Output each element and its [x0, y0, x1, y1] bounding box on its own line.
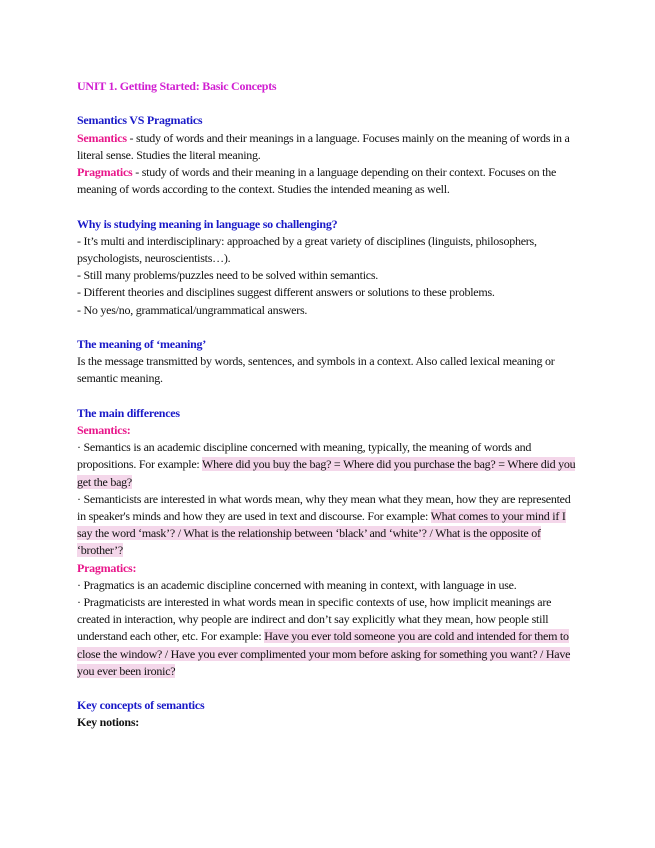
paragraph-text: · Semantics is an academic discipline concerned with meaning, typically, the meaning of words and propositions. For example: [77, 440, 532, 472]
list-item: - No yes/no, grammatical/ungrammatical answers. [77, 302, 308, 317]
semantics-paragraph-1 [77, 439, 577, 491]
section-heading-key-concepts: Key concepts of semantics [77, 698, 205, 713]
section-heading-sem-vs-prag: Semantics VS Pragmatics [77, 113, 203, 128]
semantics-term: Semantics [77, 130, 127, 145]
section-heading-challenging: Why is studying meaning in language so challenging? [77, 216, 338, 231]
spacer [77, 680, 577, 697]
key-notions-subheading: Key notions: [77, 715, 140, 730]
pragmatics-term: Pragmatics [77, 165, 133, 179]
semantics-paragraph-2 [77, 491, 577, 560]
pragmatics-paragraph-2 [77, 594, 577, 680]
semantics-label: Semantics: [77, 423, 131, 437]
spacer [77, 95, 577, 112]
meaning-definition: Is the message transmitted by words, sentences, and symbols in a context. Also called lexical meaning or semantic meaning. [77, 354, 555, 386]
list-item: - It’s multi and interdisciplinary: approached by a great variety of disciplines (linguists, philosophers, psychologists, neuroscientists…). [77, 233, 537, 265]
highlighted-example: Where did you buy the bag? = Where did you purchase the bag? = Where did you get the bag? [77, 457, 576, 489]
section-heading-differences: The main differences [77, 405, 180, 420]
paragraph-text: · Pragmaticists are interested in what words mean in specific contexts of use, how implicit meanings are created in interaction, why people are indirect and don’t say explicitly what they mean, how people still understand each other, etc. For example: [77, 595, 552, 644]
pragmatics-label: Pragmatics: [77, 560, 137, 575]
paragraph-text: · Semanticists are interested in what words mean, why they mean what they mean, how they are represented in speaker's minds and how they are used in text and discourse. For example: [77, 491, 571, 524]
pragmatics-definition-text: - study of words and their meaning in a language depending on their context. Focuses on the meaning of words according to the context. Studies the intended meaning as well. [77, 165, 557, 197]
pragmatics-paragraph-1: · Pragmatics is an academic discipline concerned with meaning in context, with language in use. [77, 577, 517, 592]
unit-title: UNIT 1. Getting Started: Basic Concepts [77, 79, 277, 93]
highlighted-example: What comes to your mind if I say the word ‘mask’? / What is the relationship between ‘black’ and ‘white’? / What is the opposite of ‘brother’? [77, 509, 566, 558]
document-page [77, 78, 577, 732]
highlighted-example: Have you ever told someone you are cold and intended for them to close the window? / Have you ever complimented your mom before asking for something you want? / Have you ever been ironic? [77, 629, 571, 678]
spacer [77, 388, 577, 405]
pragmatics-definition [77, 164, 577, 198]
spacer [77, 319, 577, 336]
spacer [77, 198, 577, 215]
list-item: - Different theories and disciplines suggest different answers or solutions to these problems. [77, 285, 495, 300]
list-item: - Still many problems/puzzles need to be solved within semantics. [77, 268, 379, 283]
section-heading-meaning: The meaning of ‘meaning’ [77, 337, 206, 351]
semantics-definition-text: - study of words and their meanings in a language. Focuses mainly on the meaning of words in a literal sense. Studies the literal meaning. [77, 130, 570, 162]
semantics-definition [77, 130, 577, 164]
